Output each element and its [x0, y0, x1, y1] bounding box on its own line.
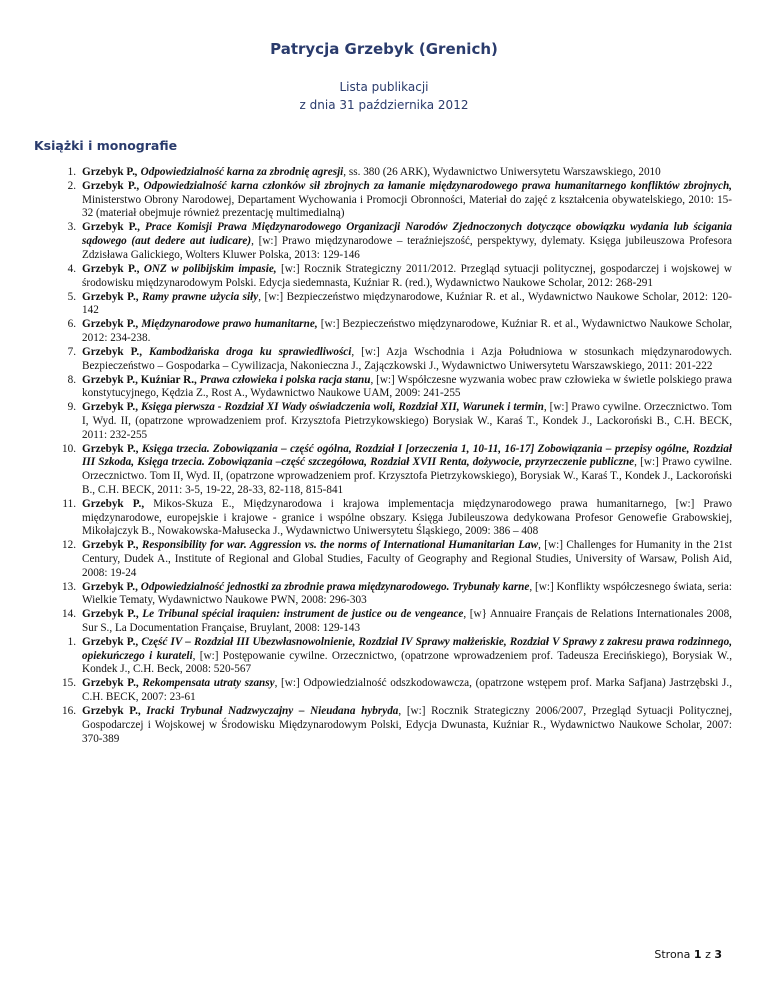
- subtitle-list: Lista publikacji: [339, 80, 429, 94]
- publication-author: Grzebyk P.,: [82, 318, 142, 331]
- publication-details: , [w:] Odpowiedzialność odszkodowawcza, (opatrzone wstępem prof. Marka Safjana) Jastrzębski J., C.H. BECK, 2007: 23-61: [82, 677, 733, 704]
- publication-author: Grzebyk P.,: [82, 221, 145, 234]
- publication-title: Responsibility for war. Aggression vs. the norms of International Humanitarian Law: [141, 539, 539, 552]
- publication-number: 3.: [67, 221, 76, 234]
- publication-details: Ministerstwo Obrony Narodowej, Departament Wychowania i Promocji Obronności, Materiał do zajęć z kształcenia obywatelskiego, 2010: 15-32 (materiał obejmuje również prezentację multimedialną): [82, 193, 732, 220]
- publication-number: 10.: [62, 442, 76, 455]
- publication-item: [46, 166, 732, 180]
- publication-item: [46, 608, 732, 635]
- publication-details: , [w:] Prawo cywilne. Orzecznictwo. Tom II, Wyd. II, (opatrzone wprowadzeniem prof. Krzysztofa Pietrzykowskiego), Borysiak W., Karaś T., Kondek J., Lackoroński B., C.H. BECK, 2011: 3-5, 19-22, 28-33, 82-118, 815-841: [82, 456, 732, 496]
- footer-page: 1: [693, 948, 702, 961]
- publication-item: [46, 539, 732, 580]
- publication-details: , [w:] Postępowanie cywilne. Orzecznictwo, (opatrzone wprowadzeniem prof. Tadeusza Erecińskiego), Borysiak W., Kondek J., C.H. Beck, 2008: 520-567: [82, 649, 732, 676]
- publication-number: 12.: [62, 539, 76, 552]
- publication-title: Rekompensata utraty szansy: [142, 677, 275, 690]
- publication-author: Grzebyk P.,: [82, 497, 154, 510]
- publication-item: [46, 221, 732, 262]
- publication-number: 15.: [62, 677, 76, 690]
- publication-author: Grzebyk P.: [82, 166, 136, 178]
- publication-title: Kambodżańska droga ku sprawiedliwości: [148, 345, 352, 358]
- publication-author: Grzebyk P., Kuźniar R.,: [82, 373, 200, 386]
- publication-item: [46, 318, 732, 345]
- publication-number: 11.: [62, 497, 76, 510]
- publication-author: Grzebyk P.,: [82, 345, 149, 358]
- publication-number: 7.: [67, 345, 76, 358]
- publication-details: , [w:] Azja Wschodnia i Azja Południowa w stosunkach międzynarodowych. Bezpieczeństwo – Gospodarka – Cywilizacja, Nakonieczna J., Zajączkowski J., Wydawnictwo Uniwersytetu Warszawskiego, 2011: 201-222: [82, 345, 732, 372]
- publication-title: Prawa człowieka i polska racja stanu: [199, 373, 371, 386]
- publication-item: [46, 180, 732, 221]
- publication-item: [46, 581, 732, 608]
- publication-details: , [w} Annuaire Français de Relations Internationales 2008, Sur S., La Documentation Française, Bruylant, 2008: 129-143: [82, 608, 732, 635]
- publication-item: [46, 636, 732, 677]
- publication-details: , [w:] Prawo międzynarodowe – teraźniejszość, perspektywy, dylematy. Księga jubileuszowa Profesora Zdzisława Galickiego, Wolters Kluwer Polska, 2013: 129-146: [82, 235, 733, 261]
- publication-author: Grzebyk P.,: [82, 608, 143, 621]
- publication-title: Część IV – Rozdział III Ubezwłasnowolnienie, Rozdział IV Sprawy małżeńskie, Rozdział V Sprawy z zakresu prawa rodzinnego, opiekuńczego i kurateli: [82, 636, 732, 662]
- publication-author: Grzebyk P.,: [82, 580, 141, 593]
- publication-title: Odpowiedzialność jednostki za zbrodnie prawa międzynarodowego. Trybunały karne: [140, 580, 530, 593]
- publication-author: Grzebyk P.,: [82, 677, 143, 690]
- publication-item: [46, 263, 732, 290]
- publication-item: [46, 291, 732, 318]
- footer-total: 3: [714, 948, 722, 961]
- publication-title: Księga trzecia. Zobowiązania – część ogólna, Rozdział I [orzeczenia 1, 10-11, 16-17] Zobowiązania – przepisy ogólne, Rozdział III Szkoda, Księga trzecia. Zobowiązania –część szczegółowa, Rozdział XVII Renta, dożywocie, przyrzeczenie publiczne: [82, 442, 732, 469]
- publication-number: 16.: [62, 705, 76, 718]
- publication-title: Prace Komisji Prawa Międzynarodowego Organizacji Narodów Zjednoczonych dotyczące obowiązku wydania lub ścigania sądowego (aut dedere aut iudicare): [82, 221, 732, 248]
- publication-number: 2.: [67, 180, 76, 192]
- publication-number: 5.: [67, 290, 76, 303]
- publication-author: Grzebyk P.,: [82, 539, 142, 552]
- footer-sep: z: [705, 948, 711, 961]
- publication-title: Iracki Trybunał Nadzwyczajny – Nieudana hybryda: [146, 705, 399, 718]
- publication-details: , [w:] Bezpieczeństwo międzynarodowe, Kuźniar R. et al., Wydawnictwo Naukowe Scholar, 2012: 120-142: [82, 290, 732, 317]
- publication-item: [46, 346, 732, 373]
- publication-item: [46, 401, 732, 442]
- publication-number: 13.: [62, 580, 76, 593]
- publication-title: Księga pierwsza - Rozdział XI Wady oświadczenia woli, Rozdział XII, Warunek i termin: [140, 401, 544, 414]
- publication-details: , [w:] Challenges for Humanity in the 21st Century, Dudek A., Institute of Regional and Global Studies, Faculty of Geography and Regional Studies, University of Warsaw, Polish Aid, 2008: 19-24: [82, 539, 732, 579]
- publication-author: Grzebyk P.,: [82, 290, 143, 303]
- publication-author: Grzebyk P.,: [82, 636, 142, 649]
- publication-item: [46, 374, 732, 401]
- publication-author: Grzebyk P.,: [82, 705, 147, 718]
- publication-details: [w:] Bezpieczeństwo międzynarodowe, Kuźniar R. et al., Wydawnictwo Naukowe Scholar, 2012: 234-238.: [82, 318, 732, 344]
- footer-label: Strona: [654, 948, 691, 961]
- publication-title: Ramy prawne użycia siły: [142, 290, 259, 303]
- publication-list: [46, 166, 732, 747]
- publication-number: 8.: [67, 373, 76, 386]
- publication-item: [46, 677, 732, 704]
- publication-author: Grzebyk P.,: [82, 442, 142, 455]
- publication-number: 14.: [62, 608, 76, 621]
- publication-item: [46, 498, 732, 539]
- publication-details: [w:] Rocznik Strategiczny 2011/2012. Przegląd sytuacji politycznej, gospodarczej i wojskowej w środowisku międzynarodowym Polski. Edycja siedemnasta, Kuźniar R. (red.), Wydawnictwo Naukowe Scholar, 2012: 268-291: [82, 262, 732, 289]
- publication-item: [46, 443, 732, 498]
- subtitle-date: z dnia 31 października 2012: [299, 98, 469, 112]
- publication-details: , [w:] Prawo cywilne. Orzecznictwo. Tom I, Wyd. II, (opatrzone wprowadzeniem prof. Krzysztofa Pietrzykowskiego) Borysiak W., Karaś T., Kondek J., Lackoroński B., C.H. BECK, 2011: 232-255: [82, 401, 732, 441]
- publication-item: [46, 705, 732, 746]
- publication-number: 1.: [67, 636, 76, 649]
- publication-author: Grzebyk P.,: [82, 180, 144, 192]
- section-heading: Książki i monografie: [34, 138, 178, 153]
- publication-details: , [w:] Konflikty współczesnego świata, seria: Wielkie Tematy, Wydawnictwo Naukowe PWN, 2008: 296-303: [82, 580, 732, 607]
- publication-number: 4.: [67, 262, 76, 275]
- publication-details: Mikos-Skuza E., Międzynarodowa i krajowa implementacja międzynarodowego prawa humanitarnego, [w:] Prawo międzynarodowe, europejskie i krajowe - granice i wspólne obszary. Księga Jubileuszowa dedykowana Profesor Genowefie Grabowskiej, Mikołajczyk B., Nowakowska-Małusecka J., Wydawnictwo Uniwersytetu Śląskiego, 2009: 386 – 408: [82, 497, 732, 538]
- publication-details: , [w:] Współczesne wyzwania wobec praw człowieka w świetle polskiego prawa konstytucyjnego, Kędzia Z., Rost A., Wydawnictwo Naukowe UAM, 2009: 241-255: [82, 373, 732, 400]
- publication-title: Odpowiedzialność karna członków sił zbrojnych za łamanie międzynarodowego prawa humanitarnego konfliktów zbrojnych,: [143, 180, 732, 192]
- publication-author: Grzebyk P.,: [82, 401, 141, 414]
- publication-title: ONZ w polibijskim impasie,: [143, 262, 277, 275]
- publication-number: 1.: [67, 166, 76, 178]
- publication-number: 6.: [67, 318, 76, 331]
- publication-details: , ss. 380 (26 ARK), Wydawnictwo Uniwersytetu Warszawskiego, 2010: [343, 166, 661, 178]
- publication-details: , [w:] Rocznik Strategiczny 2006/2007, Przegląd Sytuacji Politycznej, Gospodarczej i Wojskowej w Środowisku Międzynarodowym Polski, Edycja Dwunasta, Kuźniar R., Wydawnictwo Naukowe Scholar, 2007: 370-389: [82, 705, 732, 745]
- publication-title: , Odpowiedzialność karna za zbrodnię agresji: [135, 166, 344, 178]
- publication-number: 9.: [67, 401, 76, 414]
- page-title: Patrycja Grzebyk (Grenich): [270, 40, 498, 58]
- publication-title: Le Tribunal spécial iraquien: instrument de justice ou de vengeance: [142, 608, 464, 621]
- publication-author: Grzebyk P.,: [82, 262, 144, 275]
- publication-title: Międzynarodowe prawo humanitarne,: [141, 318, 318, 331]
- page-footer: [654, 948, 722, 961]
